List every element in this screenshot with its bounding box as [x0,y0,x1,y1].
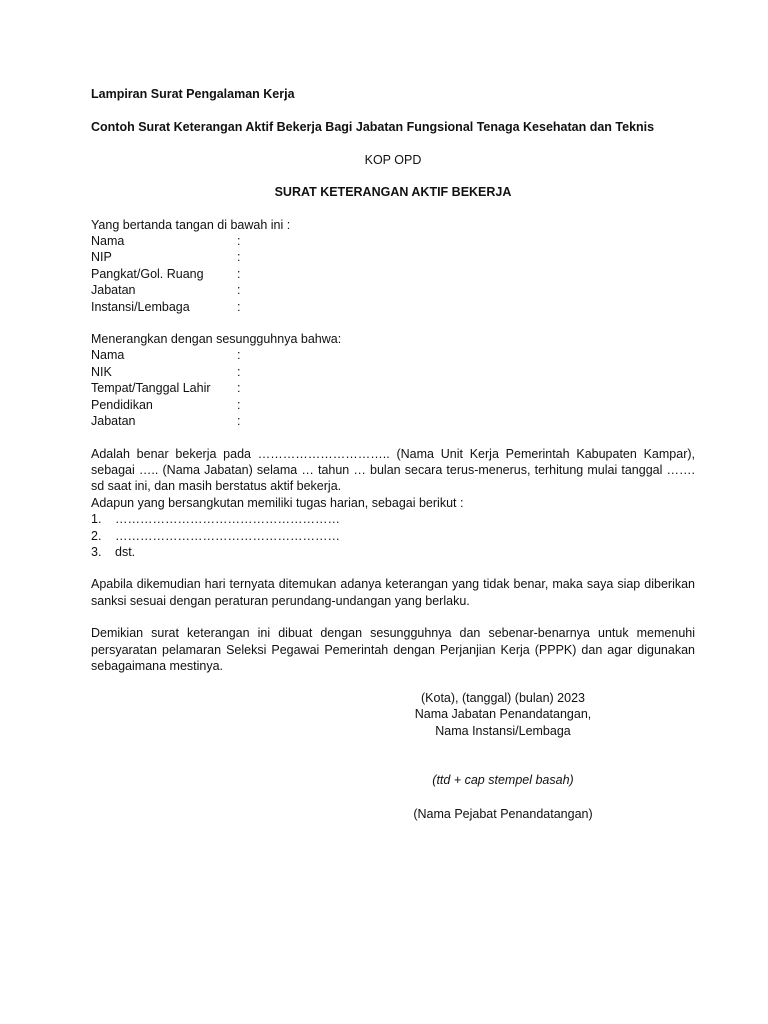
list-text: ……………………………………………… [115,512,340,527]
closing-paragraph: Demikian surat keterangan ini dibuat dengan sesungguhnya dan sebenar-benarnya untuk memenuhi persyaratan pelamaran Seleksi Pegawai Pemerintah dengan Perjanjian Kerja (PPPK) dan agar digunakan sebagaimana mestinya. [91,626,695,673]
field-row [91,249,695,265]
list-item [91,511,695,527]
field-separator: : [237,348,241,363]
field-label: Pendidikan [91,397,153,412]
list-text: ……………………………………………… [115,528,340,543]
field-separator: : [237,250,241,265]
field-label: Jabatan [91,283,136,298]
kop-label: KOP OPD [364,152,422,167]
attachment-title: Lampiran Surat Pengalaman Kerja [91,87,295,101]
field-row [91,299,695,315]
field-separator: : [237,414,241,429]
signer-fields [91,233,695,315]
tasks-intro: Adapun yang bersangkutan memiliki tugas harian, sebagai berikut : [91,495,464,510]
field-label: NIK [91,364,112,379]
field-separator: : [237,266,241,281]
example-title: Contoh Surat Keterangan Aktif Bekerja Bagi Jabatan Fungsional Tenaga Kesehatan dan Teknis [91,120,655,135]
list-item [91,544,695,560]
field-row [91,397,695,413]
field-row [91,380,695,396]
signature-position: Nama Jabatan Penandatangan, [414,707,592,722]
field-label: Pangkat/Gol. Ruang [91,266,204,281]
field-separator: : [237,364,241,379]
document-content [91,86,695,674]
signature-stamp-note: (ttd + cap stempel basah) [432,773,574,788]
field-label: Instansi/Lembaga [91,299,190,314]
tasks-list [91,511,695,560]
signature-name: (Nama Pejabat Penandatangan) [413,806,593,821]
field-separator: : [237,397,241,412]
field-label: Nama [91,234,125,249]
sanction-paragraph: Apabila dikemudian hari ternyata ditemukan adanya keterangan yang tidak benar, maka saya siap diberikan sanksi sesuai dengan peraturan perundang-undangan yang berlaku. [91,577,695,608]
list-number: 3. [91,544,102,559]
field-label: Jabatan [91,414,136,429]
field-separator: : [237,299,241,314]
field-label: NIP [91,250,112,265]
subject-intro: Menerangkan dengan sesungguhnya bahwa: [91,332,342,347]
field-label: Nama [91,348,125,363]
list-text: dst. [115,544,136,559]
field-label: Tempat/Tanggal Lahir [91,381,211,396]
field-separator: : [237,381,241,396]
field-row [91,266,695,282]
signature-block [400,690,606,822]
signer-intro: Yang bertanda tangan di bawah ini : [91,217,291,232]
employment-paragraph: Adalah benar bekerja pada ………………………….. (Nama Unit Kerja Pemerintah Kabupaten Kampar), sebagai ….. (Nama Jabatan) selama … tahun … bulan secara terus-menerus, terhitung mulai tanggal ……. sd saat ini, dan masih berstatus aktif bekerja. [91,446,695,494]
list-number: 1. [91,512,102,527]
field-row [91,413,695,429]
field-row [91,347,695,363]
field-separator: : [237,234,241,249]
list-number: 2. [91,528,102,543]
field-separator: : [237,283,241,298]
signature-place-date: (Kota), (tanggal) (bulan) 2023 [421,691,585,705]
field-row [91,282,695,298]
signature-institution: Nama Instansi/Lembaga [435,723,571,738]
field-row [91,233,695,249]
list-item [91,528,695,544]
letter-title: SURAT KETERANGAN AKTIF BEKERJA [274,185,512,200]
field-row [91,364,695,380]
subject-fields [91,347,695,429]
